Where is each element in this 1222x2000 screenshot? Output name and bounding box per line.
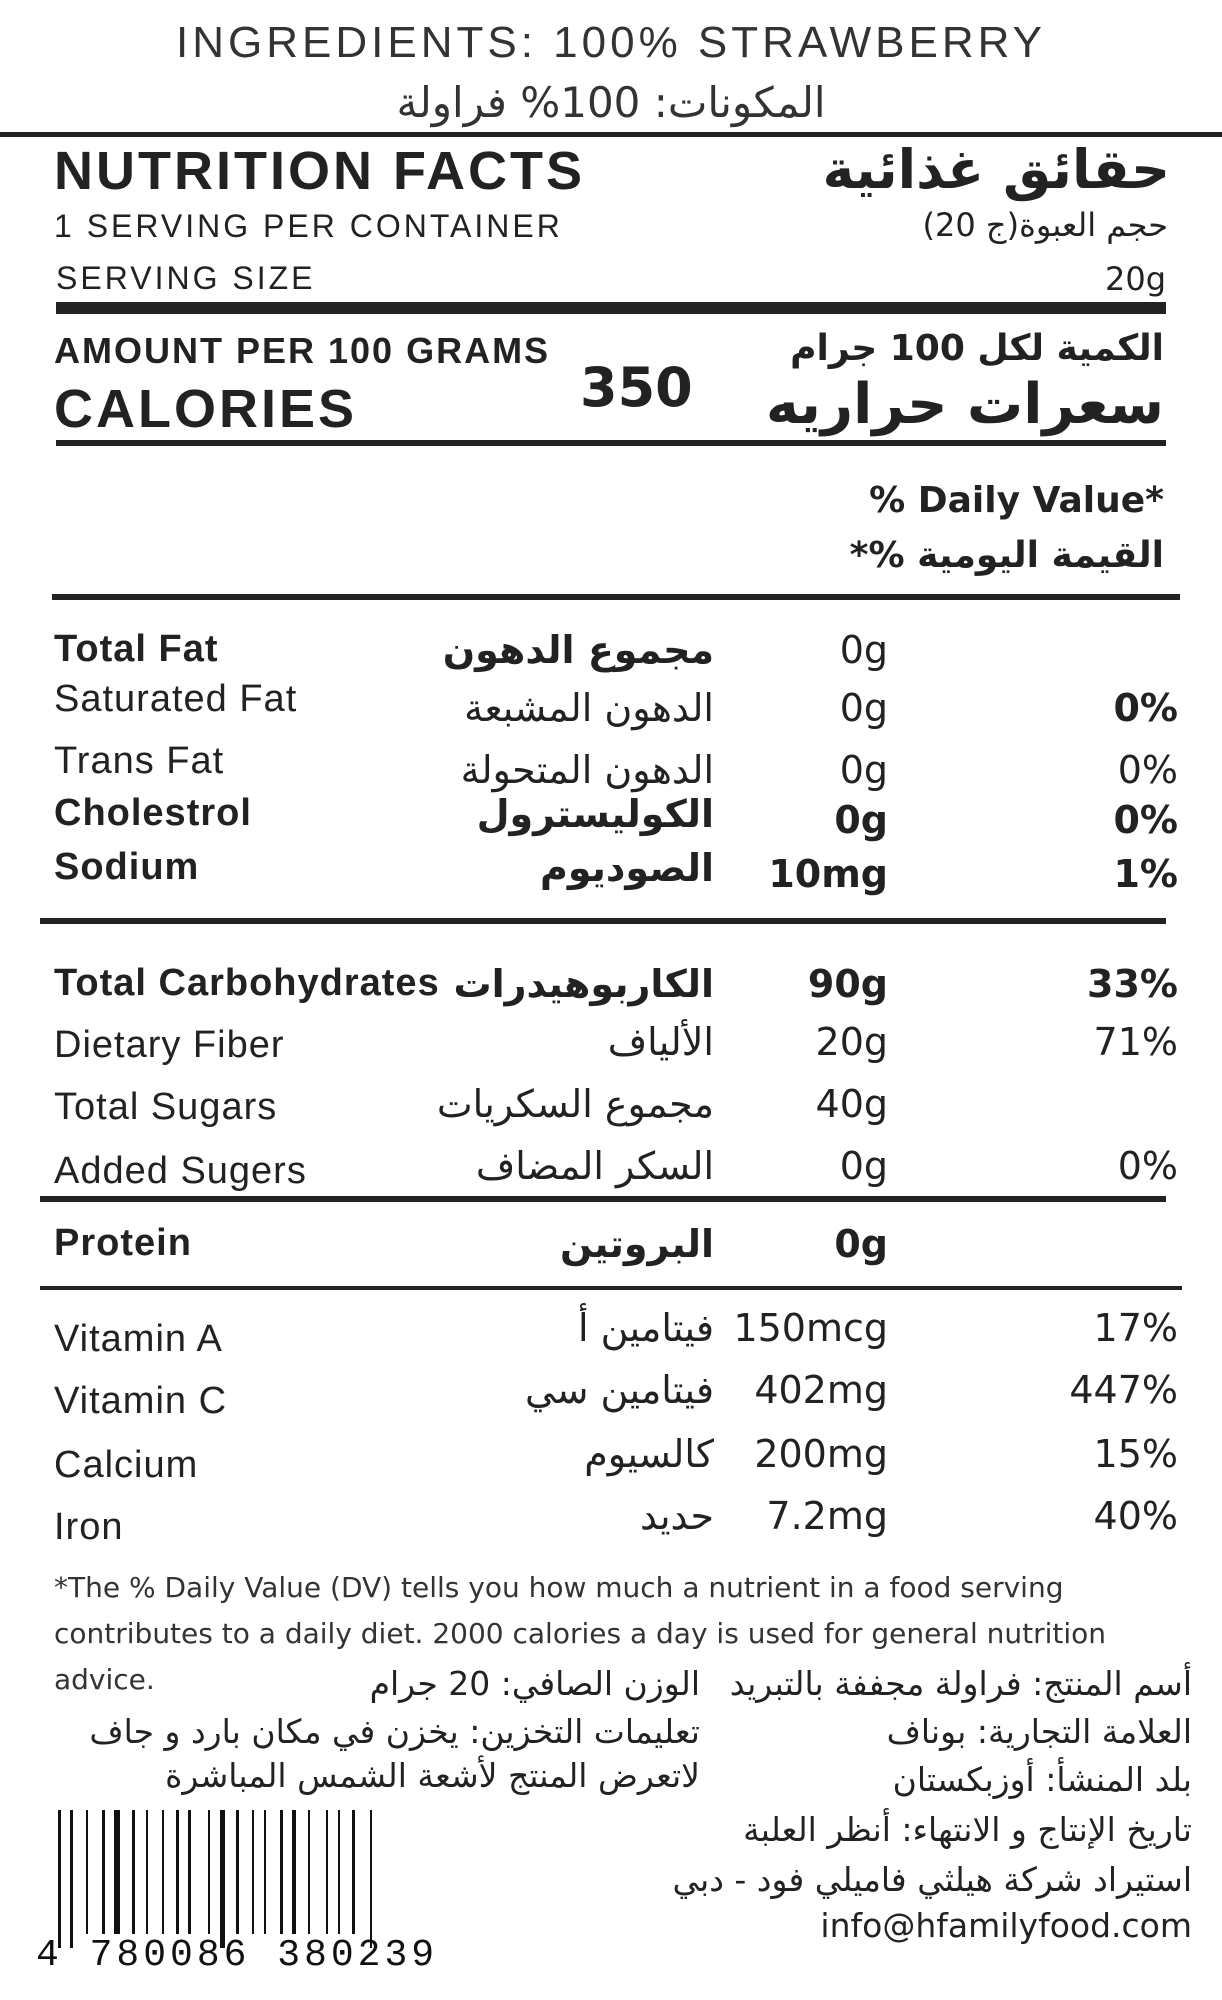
nutrient-percent: 0% bbox=[1113, 798, 1178, 842]
nutrient-row-calcium bbox=[0, 1432, 1222, 1486]
servings-per-container-en: 1 SERVING PER CONTAINER bbox=[54, 208, 563, 244]
product-name: أسم المنتج: فراولة مجففة بالتبريد bbox=[729, 1664, 1192, 1703]
nutrient-amount: 90g bbox=[807, 962, 888, 1006]
amount-per-label-en: AMOUNT PER 100 GRAMS bbox=[54, 330, 551, 371]
nutrient-percent: 15% bbox=[1093, 1432, 1178, 1476]
barcode-digits bbox=[36, 1934, 438, 1977]
barcode-bar bbox=[146, 1810, 148, 1934]
barcode-bar bbox=[208, 1810, 210, 1934]
nutrient-name-en: Calcium bbox=[54, 1444, 199, 1486]
nutrient-percent: 33% bbox=[1087, 962, 1178, 1006]
barcode-bar bbox=[292, 1810, 296, 1934]
nutrition-facts-title-en: NUTRITION FACTS bbox=[54, 141, 585, 201]
nutrient-percent: 71% bbox=[1093, 1020, 1178, 1064]
sun-warning: لاتعرض المنتج لأشعة الشمس المباشرة bbox=[165, 1756, 700, 1795]
barcode-group-1: 780086 bbox=[89, 1934, 251, 1977]
contact-email: info@hfamilyfood.com bbox=[820, 1906, 1192, 1945]
nutrient-percent: 447% bbox=[1069, 1368, 1178, 1412]
nutrient-name-ar: الدهون المتحولة bbox=[460, 748, 714, 792]
barcode-bar bbox=[114, 1810, 120, 1934]
nutrient-row-cholestrol bbox=[0, 792, 1222, 842]
sodium-rule bbox=[40, 918, 1166, 924]
barcode-bar bbox=[352, 1810, 355, 1934]
barcode-bar bbox=[252, 1810, 254, 1934]
production-expiry-dates: تاريخ الإنتاج و الانتهاء: أنظر العلبة bbox=[743, 1810, 1192, 1849]
nutrient-name-en: Total Sugars bbox=[54, 1086, 278, 1128]
nutrient-amount: 0g bbox=[839, 1144, 888, 1188]
serving-rule bbox=[56, 302, 1166, 314]
storage-instructions: تعليمات التخزين: يخزن في مكان بارد و جاف bbox=[89, 1712, 700, 1751]
nutrient-name-en: Total Fat bbox=[54, 628, 219, 670]
nutrient-row-vitamin-c bbox=[0, 1368, 1222, 1422]
nutrient-name-ar: البروتين bbox=[559, 1222, 714, 1266]
nutrient-name-ar: الصوديوم bbox=[539, 846, 714, 890]
nutrient-name-ar: مجموع الدهون bbox=[442, 628, 714, 672]
nutrient-name-ar: السكر المضاف bbox=[475, 1144, 714, 1188]
daily-value-rule bbox=[52, 594, 1180, 600]
nutrient-name-en: Iron bbox=[54, 1506, 124, 1548]
barcode-group-2: 380239 bbox=[277, 1934, 439, 1977]
barcode-bar bbox=[86, 1810, 88, 1934]
barcode-bar bbox=[58, 1810, 61, 1948]
nutrient-row-total-fat bbox=[0, 628, 1222, 678]
sugars-rule bbox=[40, 1196, 1166, 1202]
net-weight: الوزن الصافي: 20 جرام bbox=[369, 1664, 700, 1703]
nutrition-facts-title-ar: حقائق غذائية bbox=[822, 138, 1170, 201]
barcode-bar bbox=[188, 1810, 191, 1934]
nutrient-row-sodium bbox=[0, 846, 1222, 896]
nutrient-percent: 17% bbox=[1093, 1306, 1178, 1350]
nutrient-row-dietary-fiber bbox=[0, 1020, 1222, 1070]
nutrient-amount: 40g bbox=[815, 1082, 888, 1126]
nutrient-amount: 402mg bbox=[754, 1368, 888, 1412]
nutrient-row-iron bbox=[0, 1494, 1222, 1548]
nutrient-name-ar: حديد bbox=[640, 1494, 714, 1538]
servings-per-container-ar: حجم العبوة(ج 20) bbox=[922, 206, 1168, 244]
protein-rule bbox=[40, 1286, 1182, 1290]
nutrient-row-added-sugars bbox=[0, 1144, 1222, 1194]
top-rule bbox=[0, 132, 1222, 137]
nutrient-percent: 1% bbox=[1113, 852, 1178, 896]
daily-value-heading-ar: القيمة اليومية %* bbox=[849, 535, 1164, 576]
barcode-bar bbox=[370, 1810, 372, 1948]
nutrient-amount: 0g bbox=[834, 1222, 888, 1266]
barcode bbox=[58, 1810, 438, 1948]
nutrient-name-en: Protein bbox=[54, 1222, 192, 1264]
nutrient-name-ar: الدهون المشبعة bbox=[464, 686, 714, 730]
nutrient-name-ar: فيتامين أ bbox=[577, 1306, 714, 1350]
nutrient-row-protein bbox=[0, 1222, 1222, 1272]
nutrient-row-saturated-fat bbox=[0, 678, 1222, 728]
ingredients-en: INGREDIENTS: 100% STRAWBERRY bbox=[176, 18, 1046, 67]
barcode-bar bbox=[176, 1810, 179, 1934]
nutrient-name-ar: فيتامين سي bbox=[524, 1368, 714, 1412]
nutrient-name-ar: الكاربوهيدرات bbox=[453, 962, 714, 1006]
calories-value: 350 bbox=[580, 356, 693, 419]
daily-value-heading-en: % Daily Value* bbox=[869, 480, 1164, 521]
nutrient-row-trans-fat bbox=[0, 740, 1222, 790]
barcode-bar bbox=[70, 1810, 73, 1948]
nutrient-name-en: Cholestrol bbox=[54, 792, 252, 834]
brand-name: العلامة التجارية: بوناف bbox=[886, 1712, 1192, 1751]
nutrient-amount: 200mg bbox=[754, 1432, 888, 1476]
country-of-origin: بلد المنشأ: أوزبكستان bbox=[892, 1760, 1192, 1799]
nutrient-amount: 150mcg bbox=[733, 1306, 888, 1350]
importer: استيراد شركة هيلثي فاميلي فود - دبي bbox=[672, 1860, 1192, 1899]
nutrient-amount: 7.2mg bbox=[766, 1494, 888, 1538]
nutrient-percent: 0% bbox=[1113, 686, 1178, 730]
nutrient-name-ar: الكوليسترول bbox=[476, 792, 714, 836]
nutrient-percent: 0% bbox=[1117, 1144, 1178, 1188]
nutrient-percent: 40% bbox=[1093, 1494, 1178, 1538]
barcode-bar bbox=[338, 1810, 340, 1934]
serving-size-label: SERVING SIZE bbox=[56, 260, 316, 296]
nutrient-row-vitamin-a bbox=[0, 1306, 1222, 1360]
nutrient-amount: 10mg bbox=[768, 852, 888, 896]
nutrient-name-en: Trans Fat bbox=[54, 740, 225, 782]
barcode-first-digit: 4 bbox=[36, 1934, 63, 1977]
nutrient-amount: 0g bbox=[839, 748, 888, 792]
nutrient-name-ar: كالسيوم bbox=[584, 1432, 714, 1476]
ingredients-ar: المكونات: 100% فراولة bbox=[396, 78, 826, 127]
nutrient-name-en: Vitamin C bbox=[54, 1380, 228, 1422]
nutrient-name-en: Saturated Fat bbox=[54, 678, 298, 720]
barcode-bar bbox=[132, 1810, 135, 1934]
barcode-bar bbox=[236, 1810, 239, 1934]
nutrient-amount: 0g bbox=[834, 798, 888, 842]
nutrient-amount: 0g bbox=[839, 686, 888, 730]
nutrient-name-en: Total Carbohydrates bbox=[54, 962, 440, 1004]
barcode-bar bbox=[280, 1810, 283, 1934]
barcode-bar bbox=[220, 1810, 225, 1948]
serving-size-value: 20g bbox=[1104, 260, 1166, 298]
nutrient-name-en: Vitamin A bbox=[54, 1318, 223, 1360]
calories-rule bbox=[56, 440, 1166, 446]
nutrient-name-en: Dietary Fiber bbox=[54, 1024, 285, 1066]
nutrient-percent: 0% bbox=[1117, 748, 1178, 792]
nutrient-name-ar: مجموع السكريات bbox=[436, 1082, 714, 1126]
barcode-bar bbox=[162, 1810, 164, 1934]
calories-label-en: CALORIES bbox=[54, 379, 358, 439]
barcode-bar bbox=[102, 1810, 105, 1934]
barcode-bar bbox=[308, 1810, 310, 1934]
barcode-bar bbox=[326, 1810, 328, 1934]
calories-label-ar: سعرات حراريه bbox=[765, 372, 1164, 437]
daily-value-footnote: *The % Daily Value (DV) tells you how much a nutrient in a food serving contributes to a daily diet. 2000 calories a day is used for general nutrition advice. bbox=[54, 1571, 1107, 1696]
nutrient-amount: 0g bbox=[839, 628, 888, 672]
amount-per-label-ar: الكمية لكل 100 جرام bbox=[790, 328, 1164, 369]
nutrient-name-en: Sodium bbox=[54, 846, 200, 888]
nutrient-name-en: Added Sugers bbox=[54, 1150, 307, 1192]
nutrient-name-ar: الألياف bbox=[607, 1020, 714, 1064]
nutrient-amount: 20g bbox=[815, 1020, 888, 1064]
nutrient-row-total-carbohydrates bbox=[0, 962, 1222, 1012]
nutrient-row-total-sugars bbox=[0, 1082, 1222, 1132]
barcode-bar bbox=[264, 1810, 266, 1934]
